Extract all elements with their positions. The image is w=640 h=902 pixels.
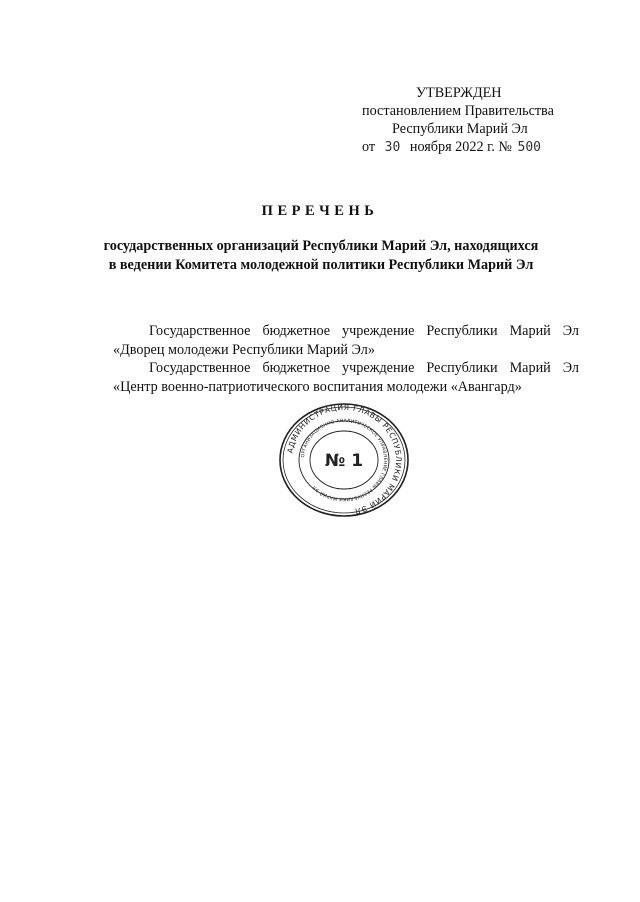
date-month-year: ноября 2022 г. № [409, 139, 512, 155]
seal-inner-text: ОРГАНИЗАЦИОННО-АНАЛИТИЧЕСКОЕ УПРАВЛЕНИЕ ГЛАВЫ РЕСПУБЛИКИ МАРИЙ ЭЛ [301, 418, 388, 502]
organization-type: Государственное бюджетное учреждение Республики Марий Эл [149, 323, 579, 339]
organization-item [113, 322, 579, 359]
decree-number: 500 [517, 140, 541, 155]
subtitle-line-1: государственных организаций Республики Марий Эл, находящихся [103, 238, 539, 254]
document-title: ПЕРЕЧЕНЬ [261, 203, 379, 219]
official-seal [274, 402, 414, 522]
organization-name: «Центр военно-патриотического воспитания молодежи «Авангард» [113, 378, 522, 395]
approval-republic: Республики Марий Эл [392, 121, 528, 137]
seal-number: № 1 [324, 451, 364, 471]
approval-resolution: постановлением Правительства [362, 103, 554, 119]
approval-heading: УТВЕРЖДЕН [416, 85, 502, 101]
organization-name: «Дворец молодежи Республики Марий Эл» [113, 341, 375, 358]
organization-type: Государственное бюджетное учреждение Республики Марий Эл [149, 360, 579, 376]
approval-block [362, 84, 592, 157]
organization-list [113, 322, 579, 396]
date-day: 30 [384, 140, 401, 155]
seal-outer-text: АДМИНИСТРАЦИЯ ГЛАВЫ РЕСПУБЛИКИ МАРИЙ ЭЛ [285, 402, 404, 516]
approval-date-line [362, 138, 592, 157]
subtitle-line-2: в ведении Комитета молодежной политики Республики Марий Эл [108, 257, 534, 273]
date-prefix: от [362, 139, 376, 155]
document-subtitle [60, 237, 582, 275]
organization-item [113, 359, 579, 396]
